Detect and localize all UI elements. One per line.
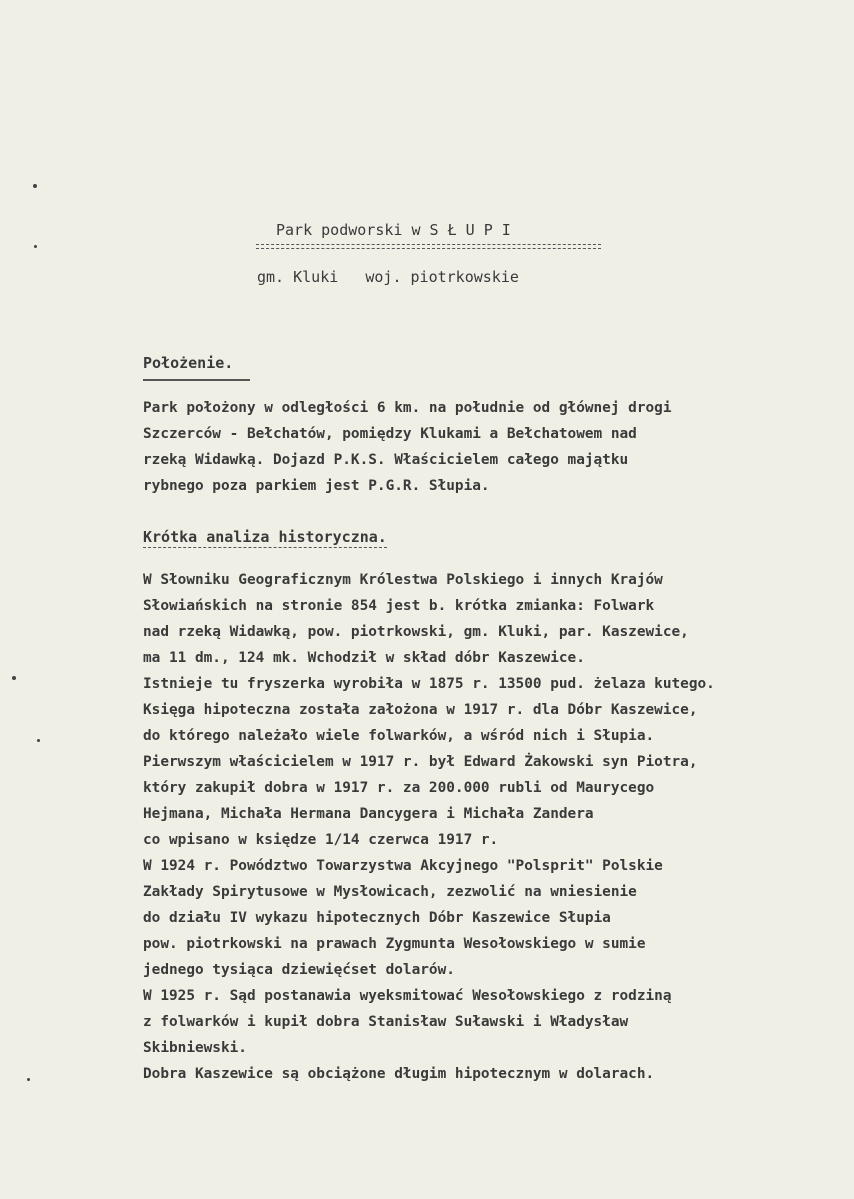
text-line: do działu IV wykazu hipotecznych Dóbr Kaszewice Słupia [143,910,611,926]
text-line: Zakłady Spirytusowe w Mysłowicach, zezwolić na wniesienie [143,884,637,900]
heading-underline [143,379,250,381]
text-line: ma 11 dm., 124 mk. Wchodził w skład dóbr Kaszewice. [143,650,585,666]
paragraph-analiza [143,567,843,1087]
text-line: pow. piotrkowski na prawach Zygmunta Wesołowskiego w sumie [143,936,646,952]
text-line: W Słowniku Geograficznym Królestwa Polskiego i innych Krajów [143,572,663,588]
text-line: Pierwszym właścicielem w 1917 r. był Edward Żakowski syn Piotra, [143,754,698,770]
text-line: W 1925 r. Sąd postanawia wyeksmitować Wesołowskiego z rodziną [143,988,672,1004]
text-line: rybnego poza parkiem jest P.G.R. Słupia. [143,478,490,494]
text-line: Park położony w odległości 6 km. na południe od głównej drogi [143,400,672,416]
margin-mark [34,245,37,248]
margin-mark [27,1078,30,1081]
text-line: który zakupił dobra w 1917 r. za 200.000 rubli od Maurycego [143,780,655,796]
section-heading-analiza: Krótka analiza historyczna. [143,528,387,546]
text-line: Szczerców - Bełchatów, pomiędzy Klukami a Bełchatowem nad [143,426,637,442]
margin-mark [37,739,40,742]
document-title: Park podworski w S Ł U P I [276,221,511,239]
text-line: nad rzeką Widawką, pow. piotrkowski, gm. Kluki, par. Kaszewice, [143,624,689,640]
text-line: Słowiańskich na stronie 854 jest b. krótka zmianka: Folwark [143,598,655,614]
text-line: Księga hipoteczna została założona w 1917 r. dla Dóbr Kaszewice, [143,702,698,718]
text-line: jednego tysiąca dziewięćset dolarów. [143,962,455,978]
paragraph-polozenie [143,395,843,499]
title-double-underline [256,244,601,249]
section-heading-polozenie: Położenie. [143,354,234,372]
text-line: Dobra Kaszewice są obciążone długim hipotecznym w dolarach. [143,1066,655,1082]
text-line: W 1924 r. Powództwo Towarzystwa Akcyjnego "Polsprit" Polskie [143,858,663,874]
margin-mark [33,184,37,188]
text-line: Skibniewski. [143,1040,247,1056]
text-line: do którego należało wiele folwarków, a wśród nich i Słupia. [143,728,655,744]
text-line: z folwarków i kupił dobra Stanisław Suławski i Władysław [143,1014,629,1030]
text-line: Hejmana, Michała Hermana Dancygera i Michała Zandera [143,806,594,822]
text-line: rzeką Widawką. Dojazd P.K.S. Właścicielem całego majątku [143,452,629,468]
text-line: Istnieje tu fryszerka wyrobiła w 1875 r. 13500 pud. żelaza kutego. [143,676,715,692]
document-subtitle: gm. Kluki woj. piotrkowskie [257,268,519,286]
text-line: co wpisano w księdze 1/14 czerwca 1917 r. [143,832,499,848]
margin-mark [12,676,16,680]
